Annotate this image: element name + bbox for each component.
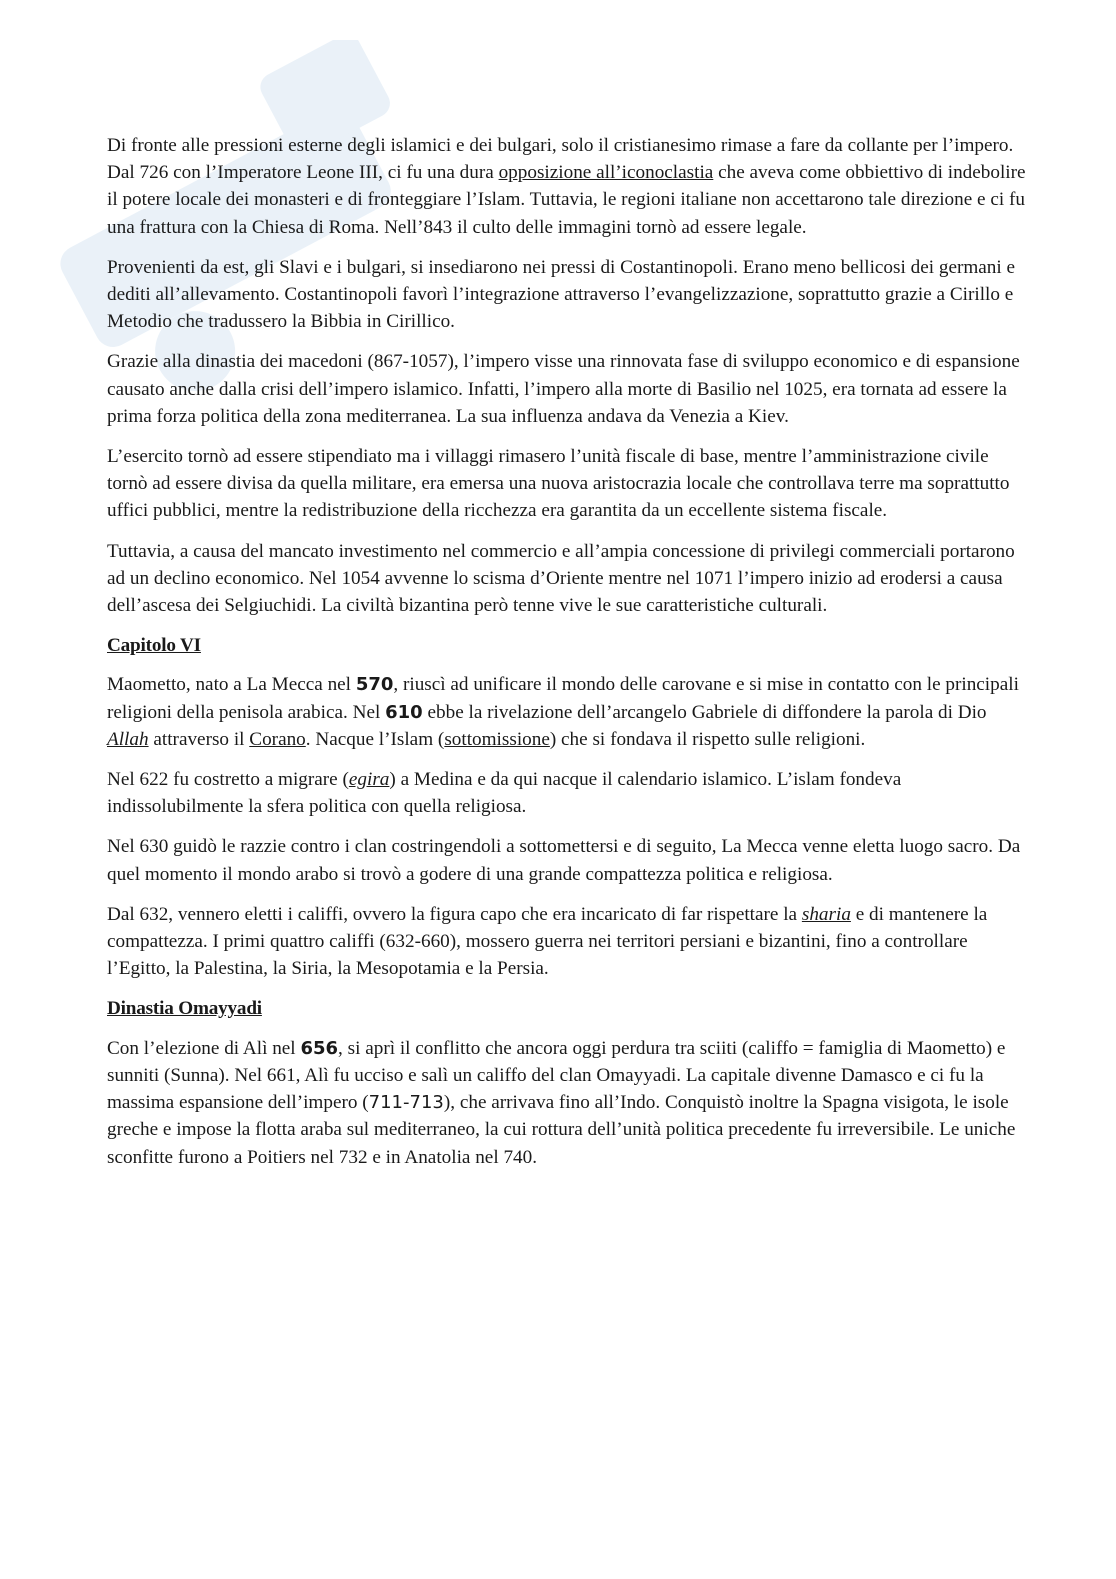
paragraph-slavs: Provenienti da est, gli Slavi e i bulgari, si insediarono nei pressi di Costantinopoli. Erano meno bellicosi dei germani e dediti all’allevamento. Costantinopoli favorì l’integrazione attraverso l’evangelizzazione, soprattutto grazie a Cirillo e Metodio che tradussero la Bibbia in Cirillico. bbox=[107, 256, 1016, 333]
italic-term: Allah bbox=[107, 728, 149, 750]
text-run: ), che arrivava fino all’Indo. Conquistò inoltre la Spagna visigota, le isole greche e impose la flotta araba sul mediterraneo, la cui rottura dell’unità politica precedente fu irreversibile. Le uniche sconfitte furono a Poitiers nel 732 e in Anatolia nel 740. bbox=[107, 1092, 1016, 1168]
text-run: Di fronte alle pressioni esterne degli islamici e dei bulgari, solo il cristianesimo rimase a fare da collante per l’impero. Dal 726 con l’Imperatore Leone III, ci fu una dura bbox=[107, 135, 1014, 184]
paragraph-califfi bbox=[107, 901, 1027, 983]
text-run: ) a Medina e da qui nacque il calendario islamico. L’islam fondeva indissolubilmente la sfera politica con quella religiosa. bbox=[107, 769, 902, 818]
highlighted-date: 570 bbox=[355, 674, 394, 696]
underlined-term: Corano bbox=[249, 728, 306, 750]
text-run: Dal 632, vennero eletti i califfi, ovvero la figura capo che era incaricato di far rispettare la bbox=[107, 903, 802, 925]
text-run: , si aprì il conflitto che ancora oggi perdura tra sciiti (califfo = famiglia di Maometto) e sunniti (Sunna). Nel 661, Alì fu ucciso e salì un califfo del clan Omayyadi. La capitale divenne Damasco e ci fu la massima espansione dell’impero ( bbox=[107, 1037, 1006, 1114]
paragraph-army: L’esercito tornò ad essere stipendiato ma i villaggi rimasero l’unità fiscale di base, mentre l’amministrazione civile tornò ad essere divisa da quella militare, era emersa una nuova aristocrazia locale che controllava terre ma soprattutto uffici pubblici, mentre la redistribuzione della ricchezza era garantita da un eccellente sistema fiscale. bbox=[107, 446, 1010, 522]
highlighted-date: 610 bbox=[385, 701, 423, 723]
document-page bbox=[107, 132, 1027, 1184]
underlined-term: sottomissione bbox=[444, 728, 550, 750]
section-heading-omayyadi: Dinastia Omayyadi bbox=[107, 998, 262, 1020]
underlined-term: opposizione all’iconoclastia bbox=[498, 162, 714, 184]
paragraph-mecca: Nel 630 guidò le razzie contro i clan costringendoli a sottomettersi e di seguito, La Mecca venne eletta luogo sacro. Da quel momento il mondo arabo si trovò a godere di una grande compattezza politica e religiosa. bbox=[107, 836, 1021, 885]
text-run: attraverso il bbox=[148, 728, 250, 750]
paragraph-iconoclasm bbox=[107, 132, 1027, 241]
paragraph-egira bbox=[107, 766, 1027, 820]
italic-term: egira bbox=[348, 769, 390, 791]
text-run: ebbe la rivelazione dell’arcangelo Gabriele di diffondere la parola di Dio bbox=[422, 701, 987, 723]
paragraph-maometto bbox=[107, 671, 1027, 753]
text-run: Con l’elezione di Alì nel bbox=[107, 1037, 301, 1059]
text-run: che aveva come obbiettivo di indebolire il potere locale dei monasteri e di fronteggiare l’Islam. Tuttavia, le regioni italiane non accettarono tale direzione e ci fu una frattura con la Chiesa di Roma. Nell’843 il culto delle immagini tornò ad essere legale. bbox=[107, 162, 1026, 238]
paragraph-macedonian-dynasty: Grazie alla dinastia dei macedoni (867-1057), l’impero visse una rinnovata fase di sviluppo economico e di espansione causato anche dalla crisi dell’impero islamico. Infatti, l’impero alla morte di Basilio nel 1025, era tornata ad essere la prima forza politica della zona mediterranea. La sua influenza andava da Venezia a Kiev. bbox=[107, 351, 1020, 427]
text-run: Nel 622 fu costretto a migrare ( bbox=[107, 769, 349, 791]
text-run: e di mantenere la compattezza. I primi quattro califfi (632-660), mossero guerra nei territori persiani e bizantini, fino a controllare l’Egitto, la Palestina, la Siria, la Mesopotamia e la Persia. bbox=[107, 903, 988, 980]
text-run: , riuscì ad unificare il mondo delle carovane e si mise in contatto con le principali religioni della penisola arabica. Nel bbox=[107, 674, 1019, 723]
text-run: Maometto, nato a La Mecca nel bbox=[107, 674, 356, 696]
text-run: ) che si fondava il rispetto sulle religioni. bbox=[549, 728, 866, 750]
paragraph-decline: Tuttavia, a causa del mancato investimento nel commercio e all’ampia concessione di privilegi commerciali portarono ad un declino economico. Nel 1054 avvenne lo scisma d’Oriente mentre nel 1071 l’impero inizio ad erodersi a causa dell’ascesa dei Selgiuchidi. La civiltà bizantina però tenne vive le sue caratteristiche culturali. bbox=[107, 540, 1015, 617]
highlighted-date: 711-713 bbox=[368, 1092, 444, 1114]
section-heading-capitolo-vi: Capitolo VI bbox=[107, 635, 201, 657]
highlighted-date: 656 bbox=[300, 1037, 339, 1059]
italic-term: sharia bbox=[801, 903, 851, 925]
text-run: . Nacque l’Islam ( bbox=[305, 728, 445, 750]
paragraph-ali bbox=[107, 1035, 1027, 1171]
